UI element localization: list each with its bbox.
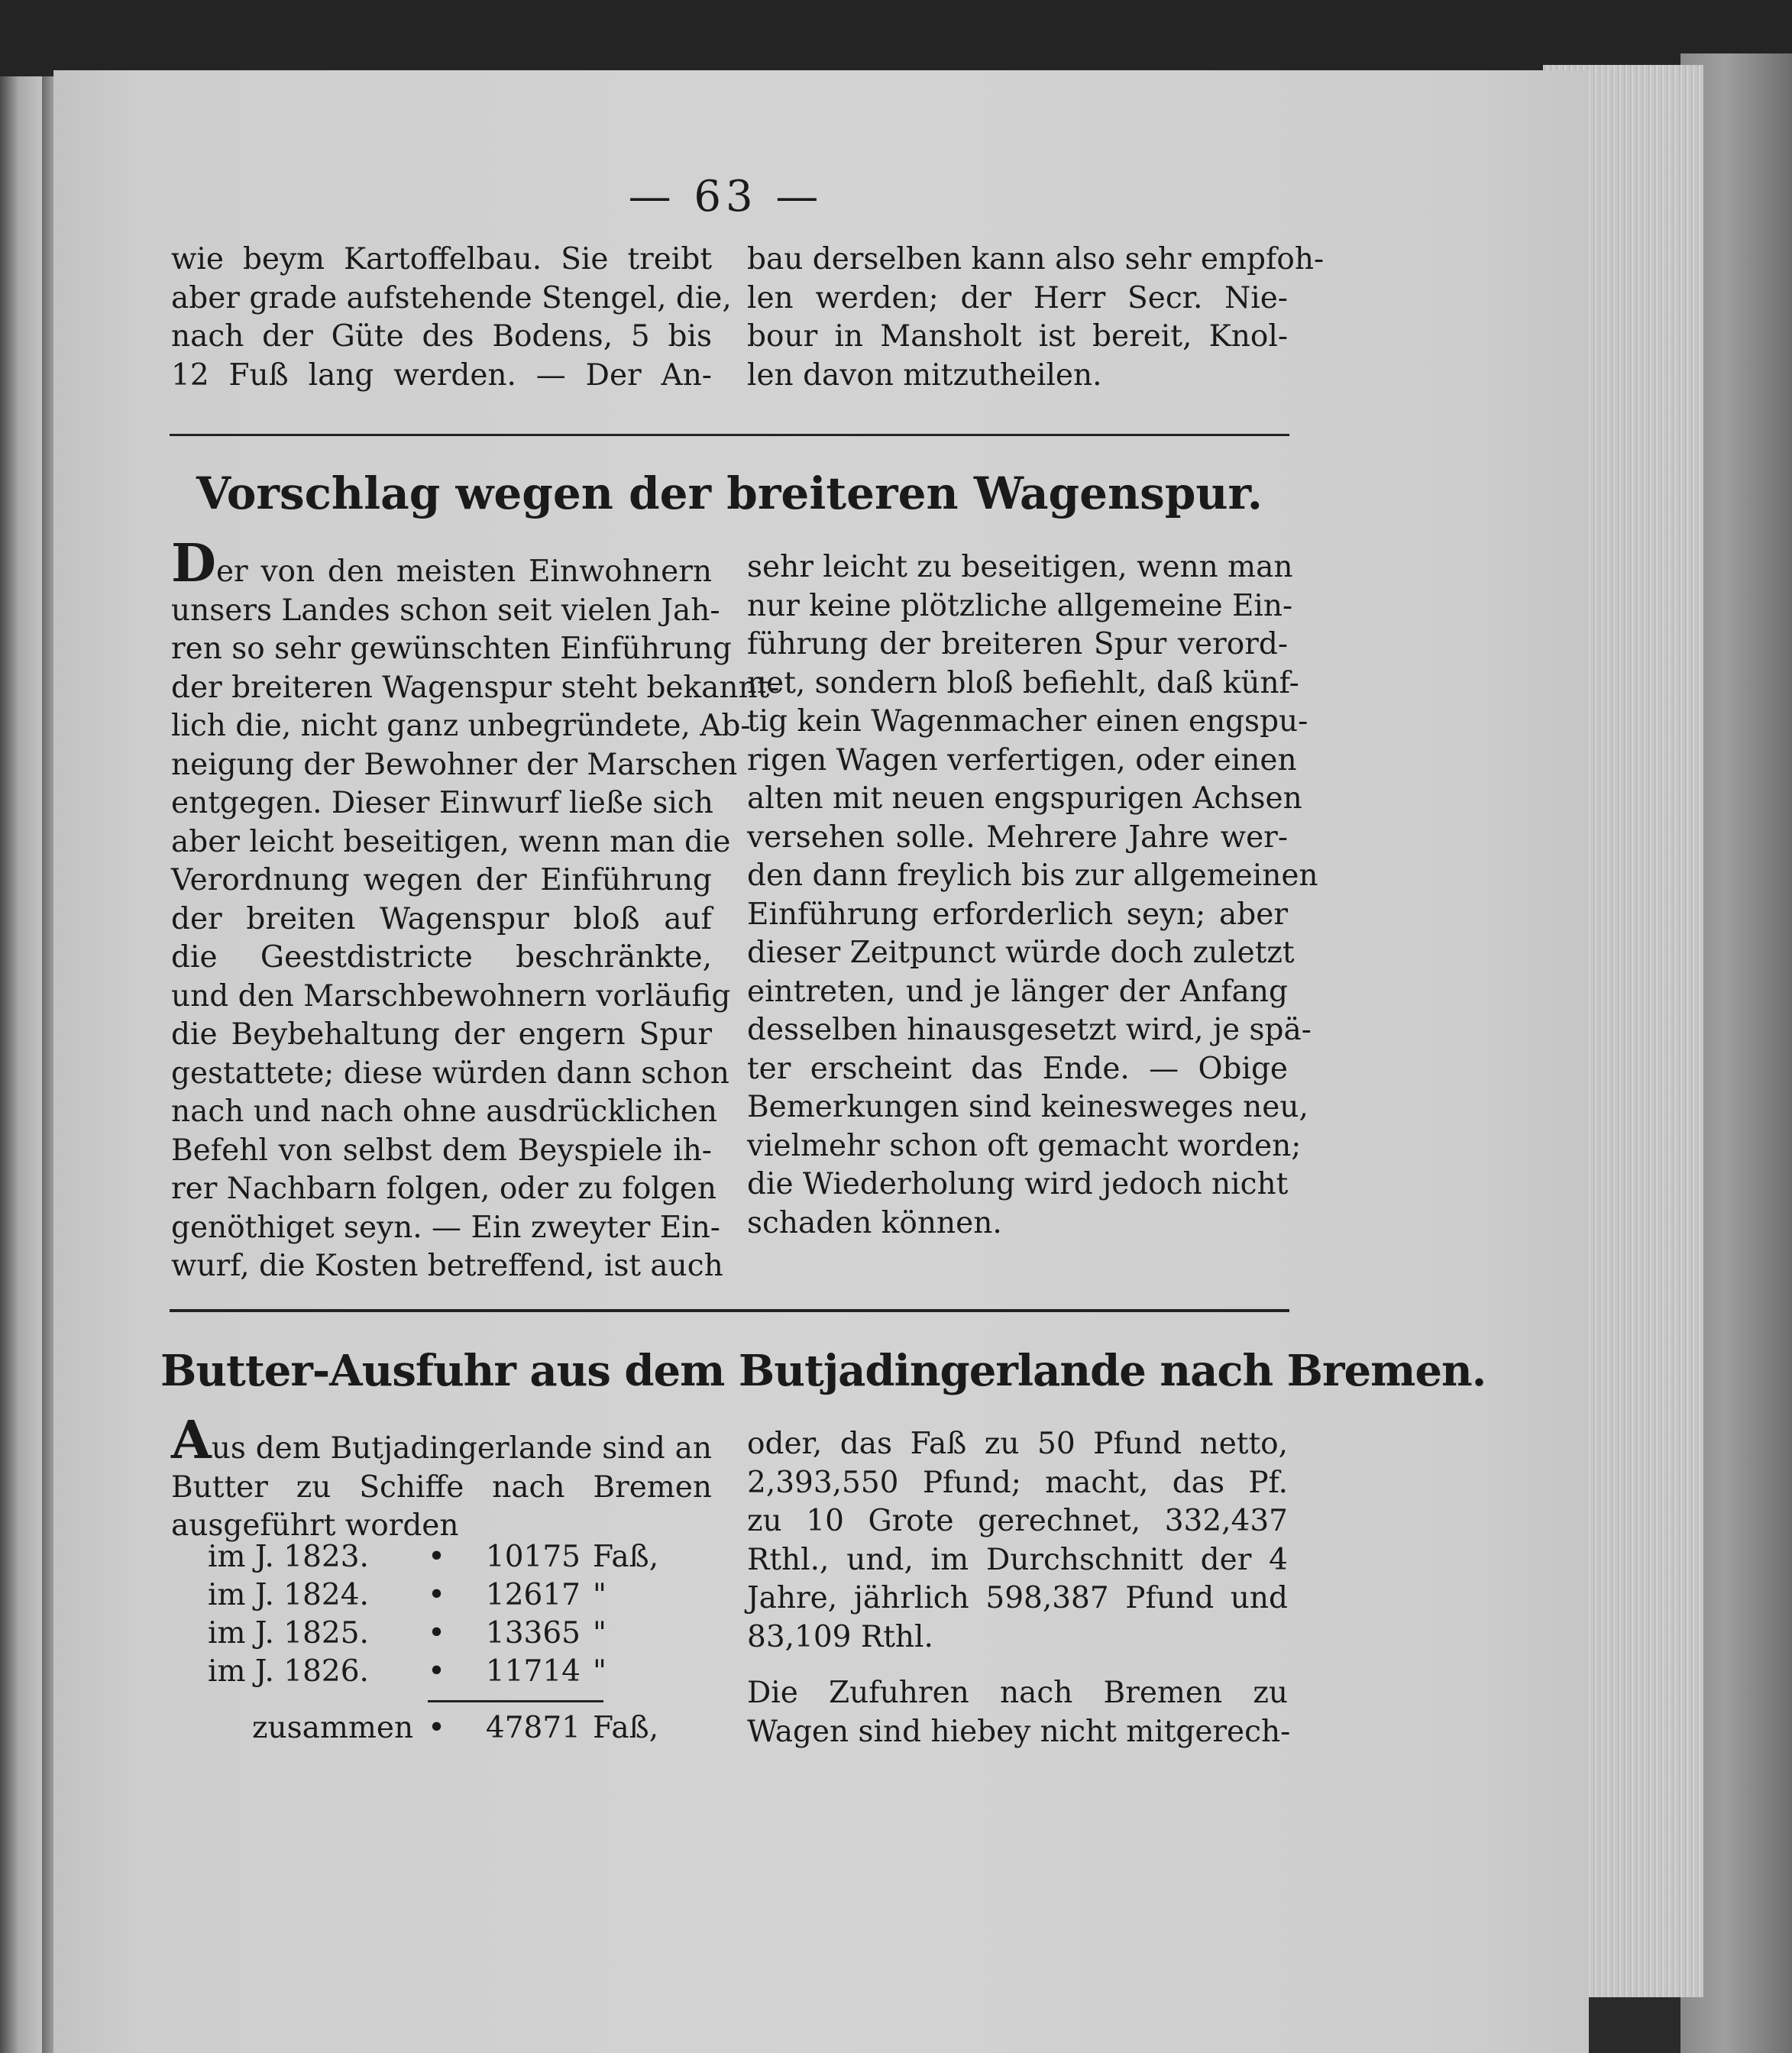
text-line: die Wiederholung wird jedoch nicht: [747, 1167, 1289, 1201]
text-line-rest: er von den meisten Einwohnern: [215, 554, 712, 589]
text-line: Bemerkungen sind keinesweges neu,: [747, 1090, 1308, 1124]
text-line: neigung der Bewohner der Marschen: [171, 747, 738, 782]
text-line: nach und nach ohne ausdrücklichen: [171, 1094, 717, 1129]
wagenspur-right-column: [747, 548, 1318, 1243]
text-line: unsers Landes schon seit vielen Jah-: [171, 593, 720, 628]
text-line: Einführung erforderlich seyn; aber: [747, 897, 1288, 932]
text-line: 2,393,550 Pfund; macht, das Pf.: [747, 1465, 1288, 1500]
intro-right-column: [747, 241, 1325, 395]
text-line: den dann freylich bis zur allgemeinen: [747, 858, 1318, 893]
page-number: — 63 —: [628, 172, 823, 221]
text-line: Jahre, jährlich 598,387 Pfund und: [747, 1581, 1288, 1615]
table-cell-dot: •: [428, 1540, 446, 1574]
table-cell-label: im J. 1826.: [208, 1654, 369, 1689]
intro-left-column: [171, 241, 732, 395]
text-line: aber grade aufstehende Stengel, die,: [171, 280, 732, 315]
wagenspur-left-column: [171, 533, 780, 1286]
table-cell-label: im J. 1825.: [208, 1616, 369, 1650]
text-line: eintreten, und je länger der Anfang: [747, 974, 1288, 1009]
section-heading-wagenspur: Vorschlag wegen der breiteren Wagenspur.: [196, 467, 1263, 519]
text-line: sehr leicht zu beseitigen, wenn man: [747, 550, 1293, 584]
butter-right-column: [747, 1425, 1288, 1657]
butter-left-intro: [171, 1410, 712, 1546]
text-line: len davon mitzutheilen.: [747, 357, 1102, 393]
text-line: 12 Fuß lang werden. — Der An-: [171, 357, 712, 393]
table-cell-unit: ": [593, 1654, 606, 1689]
text-line: ter erscheint das Ende. — Obige: [747, 1051, 1288, 1086]
text-line: Die Zufuhren nach Bremen zu: [747, 1676, 1288, 1710]
text-line: desselben hinausgesetzt wird, je spä-: [747, 1013, 1312, 1047]
text-line-rest: us dem Butjadingerlande sind an: [211, 1431, 712, 1466]
drop-initial: A: [171, 1410, 212, 1471]
text-line: die Geestdistricte beschränkte,: [171, 940, 712, 975]
table-cell-value: 11714: [485, 1654, 581, 1689]
text-line: versehen solle. Mehrere Jahre wer-: [747, 820, 1288, 855]
section-divider-1: [170, 434, 1289, 436]
left-page-edge: [0, 76, 47, 2053]
text-line: dieser Zeitpunct würde doch zuletzt: [747, 936, 1295, 970]
text-line: rer Nachbarn folgen, oder zu folgen: [171, 1172, 716, 1206]
text-line: 83,109 Rthl.: [747, 1619, 933, 1654]
text-line: ren so sehr gewünschten Einführung: [171, 632, 732, 666]
table-cell-dot: •: [428, 1616, 446, 1650]
text-line: ausgeführt worden: [171, 1508, 459, 1543]
text-line: alten mit neuen engspurigen Achsen: [747, 781, 1302, 816]
text-line: [171, 533, 712, 594]
section-heading-butter: Butter-Ausfuhr aus dem Butjadingerlande nach Bremen.: [160, 1346, 1486, 1396]
text-line: der breiten Wagenspur bloß auf: [171, 901, 712, 936]
text-line: genöthiget seyn. — Ein zweyter Ein-: [171, 1210, 720, 1245]
text-line: Rthl., und, im Durchschnitt der 4: [747, 1542, 1288, 1577]
text-line: und den Marschbewohnern vorläufig: [171, 978, 731, 1014]
text-line: wurf, die Kosten betreffend, ist auch: [171, 1249, 723, 1283]
table-cell-unit: Faß,: [593, 1711, 659, 1745]
text-line: vielmehr schon oft gemacht worden;: [747, 1128, 1302, 1163]
table-cell-label: im J. 1824.: [208, 1578, 369, 1612]
table-cell-value: 13365: [485, 1616, 581, 1650]
text-line: schaden können.: [747, 1205, 1002, 1240]
text-line: entgegen. Dieser Einwurf ließe sich: [171, 786, 713, 820]
table-cell-label: zusammen: [252, 1711, 414, 1745]
text-line: die Beybehaltung der engern Spur: [171, 1017, 712, 1052]
table-cell-dot: •: [428, 1578, 446, 1612]
text-line: Wagen sind hiebey nicht mitgerech-: [747, 1714, 1291, 1749]
table-cell-value: 47871: [485, 1711, 581, 1745]
table-cell-unit: Faß,: [593, 1540, 659, 1574]
text-line: zu 10 Grote gerechnet, 332,437: [747, 1504, 1288, 1538]
section-divider-2: [170, 1309, 1289, 1312]
text-line: der breiteren Wagenspur steht bekannt-: [171, 670, 780, 705]
text-line: nur keine plötzliche allgemeine Ein-: [747, 588, 1293, 623]
text-line: führung der breiteren Spur verord-: [747, 627, 1288, 661]
text-line: Verordnung wegen der Einführung: [171, 863, 712, 897]
table-cell-label: im J. 1823.: [208, 1540, 369, 1574]
text-line: Befehl von selbst dem Beyspiele ih-: [171, 1133, 712, 1168]
text-line: lich die, nicht ganz unbegründete, Ab-: [171, 709, 751, 743]
text-line: gestattete; diese würden dann schon: [171, 1056, 729, 1091]
sum-rule: [428, 1700, 603, 1702]
table-cell-unit: ": [593, 1616, 606, 1650]
butter-right-paragraph-2: [747, 1674, 1291, 1751]
text-line: bour in Mansholt ist bereit, Knol-: [747, 319, 1288, 354]
text-line: Butter zu Schiffe nach Bremen: [171, 1469, 712, 1505]
text-line: aber leicht beseitigen, wenn man die: [171, 824, 731, 859]
table-cell-dot: •: [428, 1711, 446, 1745]
text-line: bau derselben kann also sehr empfoh-: [747, 242, 1325, 276]
text-line: rigen Wagen verfertigen, oder einen: [747, 742, 1297, 778]
text-line: len werden; der Herr Secr. Nie-: [747, 280, 1288, 315]
table-cell-value: 12617: [485, 1578, 581, 1612]
text-line: oder, das Faß zu 50 Pfund netto,: [747, 1427, 1288, 1461]
table-cell-value: 10175: [485, 1540, 581, 1574]
text-line: tig kein Wagenmacher einen engspu-: [747, 704, 1308, 739]
text-line: nach der Güte des Bodens, 5 bis: [171, 319, 712, 354]
table-cell-unit: ": [593, 1578, 606, 1612]
table-cell-dot: •: [428, 1654, 446, 1689]
text-line: net, sondern bloß befiehlt, daß künf-: [747, 665, 1299, 700]
text-line: wie beym Kartoffelbau. Sie treibt: [171, 242, 712, 276]
scan-background-top: [0, 0, 1792, 76]
text-line: [171, 1410, 712, 1471]
drop-initial: D: [171, 533, 216, 594]
